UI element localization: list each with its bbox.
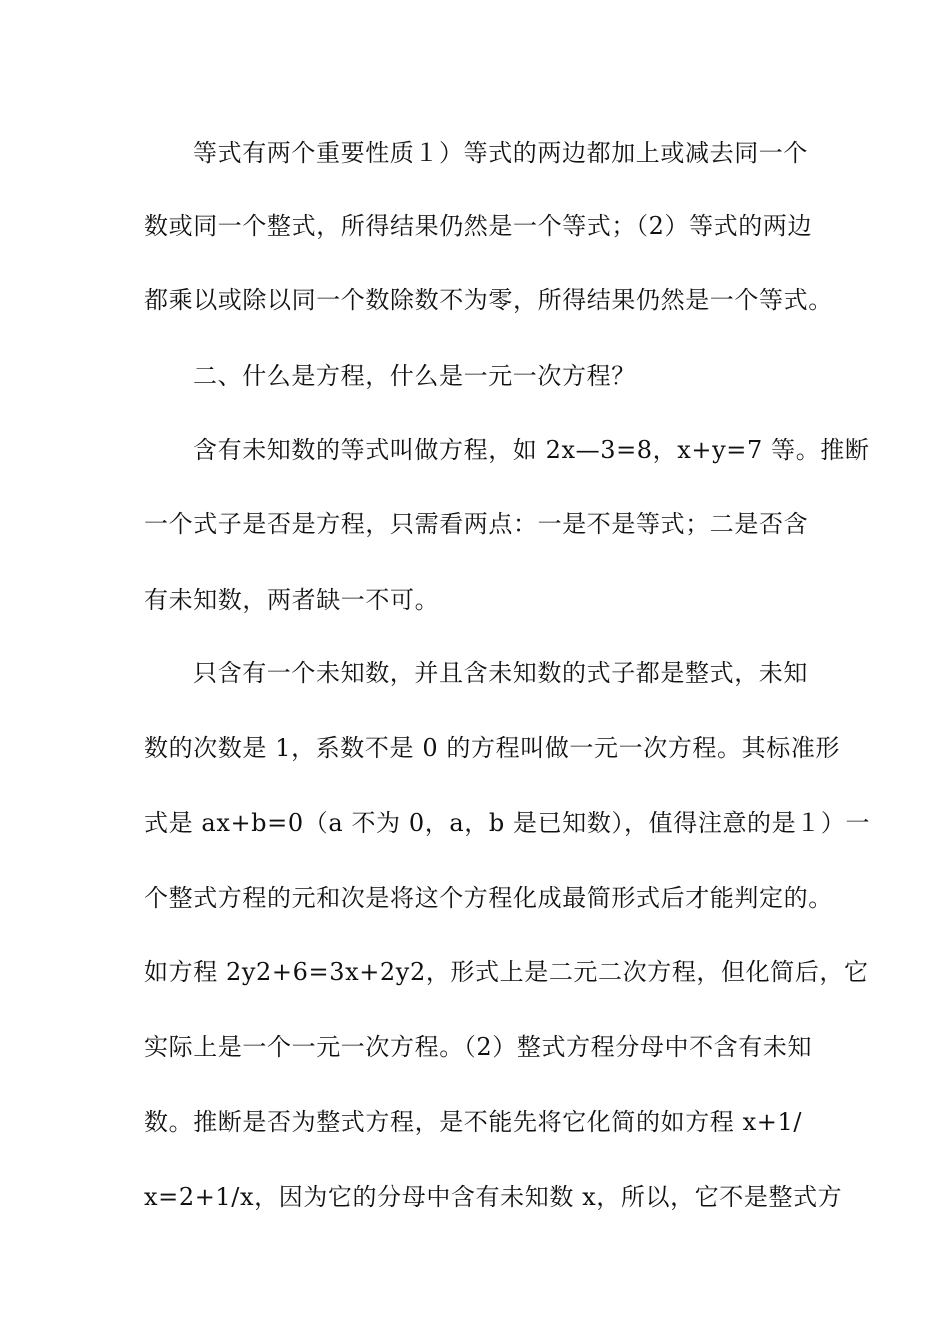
paragraph-line: 数。推断是否为整式方程，是不能先将它化简的如方程 x+1/ xyxy=(144,1108,803,1136)
paragraph-line: 实际上是一个一元一次方程。（2）整式方程分母中不含有未知 xyxy=(144,1033,813,1061)
paragraph-line: 式是 ax+b=0（a 不为 0，a，b 是已知数），值得注意的是１）一 xyxy=(144,809,871,837)
paragraph-line: 只含有一个未知数，并且含未知数的式子都是整式，未知 xyxy=(193,659,808,687)
paragraph-line: 数或同一个整式，所得结果仍然是一个等式；（2）等式的两边 xyxy=(144,212,813,240)
paragraph-line: 等式有两个重要性质１）等式的两边都加上或减去同一个 xyxy=(193,139,808,167)
paragraph-line: 含有未知数的等式叫做方程，如 2x—3=8，x+y=7 等。推断 xyxy=(193,436,870,464)
paragraph-line: 个整式方程的元和次是将这个方程化成最简形式后才能判定的。 xyxy=(144,884,833,912)
paragraph-line: x=2+1/x，因为它的分母中含有未知数 x，所以，它不是整式方 xyxy=(144,1183,843,1211)
paragraph-line: 都乘以或除以同一个数除数不为零，所得结果仍然是一个等式。 xyxy=(144,286,833,314)
paragraph-line: 有未知数，两者缺一不可。 xyxy=(144,586,440,614)
paragraph-line: 数的次数是 1，系数不是 0 的方程叫做一元一次方程。其标准形 xyxy=(144,734,841,762)
paragraph-line: 一个式子是否是方程，只需看两点：一是不是等式；二是否含 xyxy=(144,510,809,538)
paragraph-line: 如方程 2y2+6=3x+2y2，形式上是二元二次方程，但化简后，它 xyxy=(144,958,869,986)
section-heading: 二、什么是方程，什么是一元一次方程？ xyxy=(193,362,636,390)
